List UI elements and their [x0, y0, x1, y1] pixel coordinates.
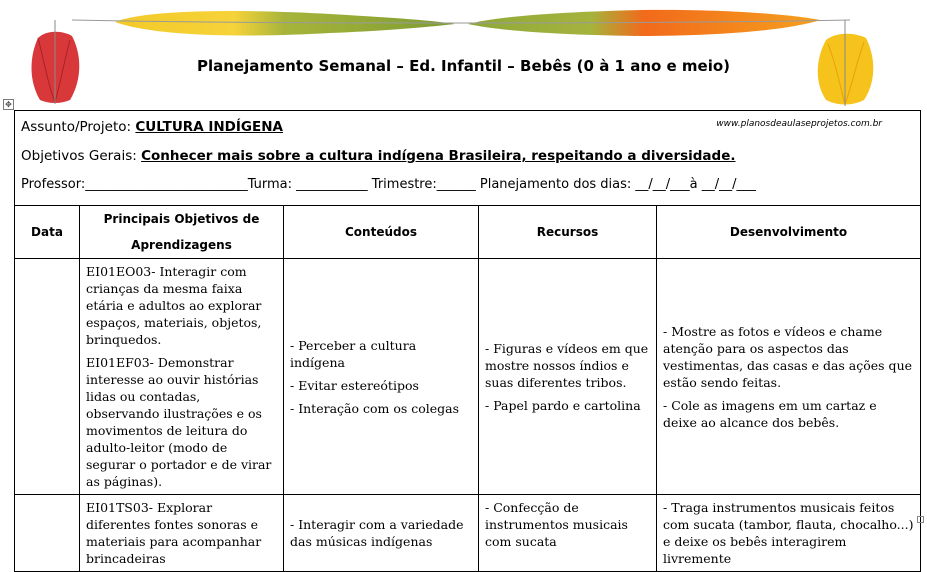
objective-item: EI01EO03- Interagir com crianças da mesma faixa etária e adultos ao explorar espaços, materiais, objetos, brinquedos. — [86, 264, 262, 347]
teacher-line: Professor:_________________________Turma: ___________ Trimestre:______ Planejamento dos dias: __/__/___à __/__/___ — [21, 177, 757, 192]
column-header-contents: Conteúdos — [284, 206, 479, 259]
date-cell — [15, 495, 80, 572]
subject-value: CULTURA INDÍGENA — [135, 119, 283, 135]
contents-cell — [284, 259, 479, 495]
column-header-date: Data — [15, 206, 80, 259]
resize-handle-icon[interactable] — [917, 516, 924, 523]
development-item: - Cole as imagens em um cartaz e deixe ao alcance dos bebês. — [663, 397, 877, 430]
content-item: - Evitar estereótipos — [290, 377, 419, 393]
column-header-development: Desenvolvimento — [657, 206, 921, 259]
content-item: - Interagir com a variedade das músicas indígenas — [290, 517, 464, 549]
objectives-cell — [80, 495, 284, 572]
column-header-objectives — [80, 206, 284, 259]
table-row — [15, 495, 921, 572]
resource-item: - Figuras e vídeos em que mostre nossos índios e suas diferentes tribos. — [485, 340, 649, 390]
objectives-line — [21, 144, 914, 173]
objectives-value: Conhecer mais sobre a cultura indígena Brasileira, respeitando a diversidade. — [141, 148, 736, 164]
page-title: Planejamento Semanal – Ed. Infantil – Bebês (0 à 1 ano e meio) — [196, 57, 731, 75]
contents-cell — [284, 495, 479, 572]
objective-item: EI01EF03- Demonstrar interesse ao ouvir histórias lidas ou contadas, observando ilustrações e os movimentos de leitura do adulto-leitor (modo de segurar o portador e de virar as páginas). — [86, 355, 272, 489]
column-header-objectives-line2: Aprendizagens — [131, 238, 232, 252]
objectives-label: Objetivos Gerais: — [21, 148, 142, 164]
content-item: - Interação com os colegas — [290, 400, 460, 416]
development-cell — [657, 259, 921, 495]
resource-item: - Confecção de instrumentos musicais com sucata — [485, 500, 628, 549]
development-cell — [657, 495, 921, 572]
feather-banner — [0, 0, 927, 110]
objectives-cell — [80, 259, 284, 495]
resources-cell — [479, 495, 657, 572]
planning-header — [15, 111, 921, 206]
subject-label: Assunto/Projeto: — [21, 119, 136, 135]
column-header-objectives-line1: Principais Objetivos de — [103, 212, 260, 226]
website-url: www.planosdeaulaseprojetos.com.br — [716, 119, 882, 129]
objective-item: EI01TS03- Explorar diferentes fontes sonoras e materiais para acompanhar brincadeiras — [86, 500, 262, 566]
column-header-resources: Recursos — [479, 206, 657, 259]
planning-table — [14, 110, 921, 572]
table-move-handle-icon[interactable]: ✥ — [3, 99, 14, 110]
table-row — [15, 259, 921, 495]
development-item: - Traga instrumentos musicais feitos com sucata (tambor, flauta, chocalho...) e deixe os bebês interagirem livremente — [663, 500, 914, 566]
resource-item: - Papel pardo e cartolina — [485, 397, 641, 413]
date-cell — [15, 259, 80, 495]
resources-cell — [479, 259, 657, 495]
development-item: - Mostre as fotos e vídeos e chame atenção para os aspectos das vestimentas, das casas e das ações que estão sendo feitas. — [663, 323, 913, 390]
content-item: - Perceber a cultura indígena — [290, 337, 417, 370]
